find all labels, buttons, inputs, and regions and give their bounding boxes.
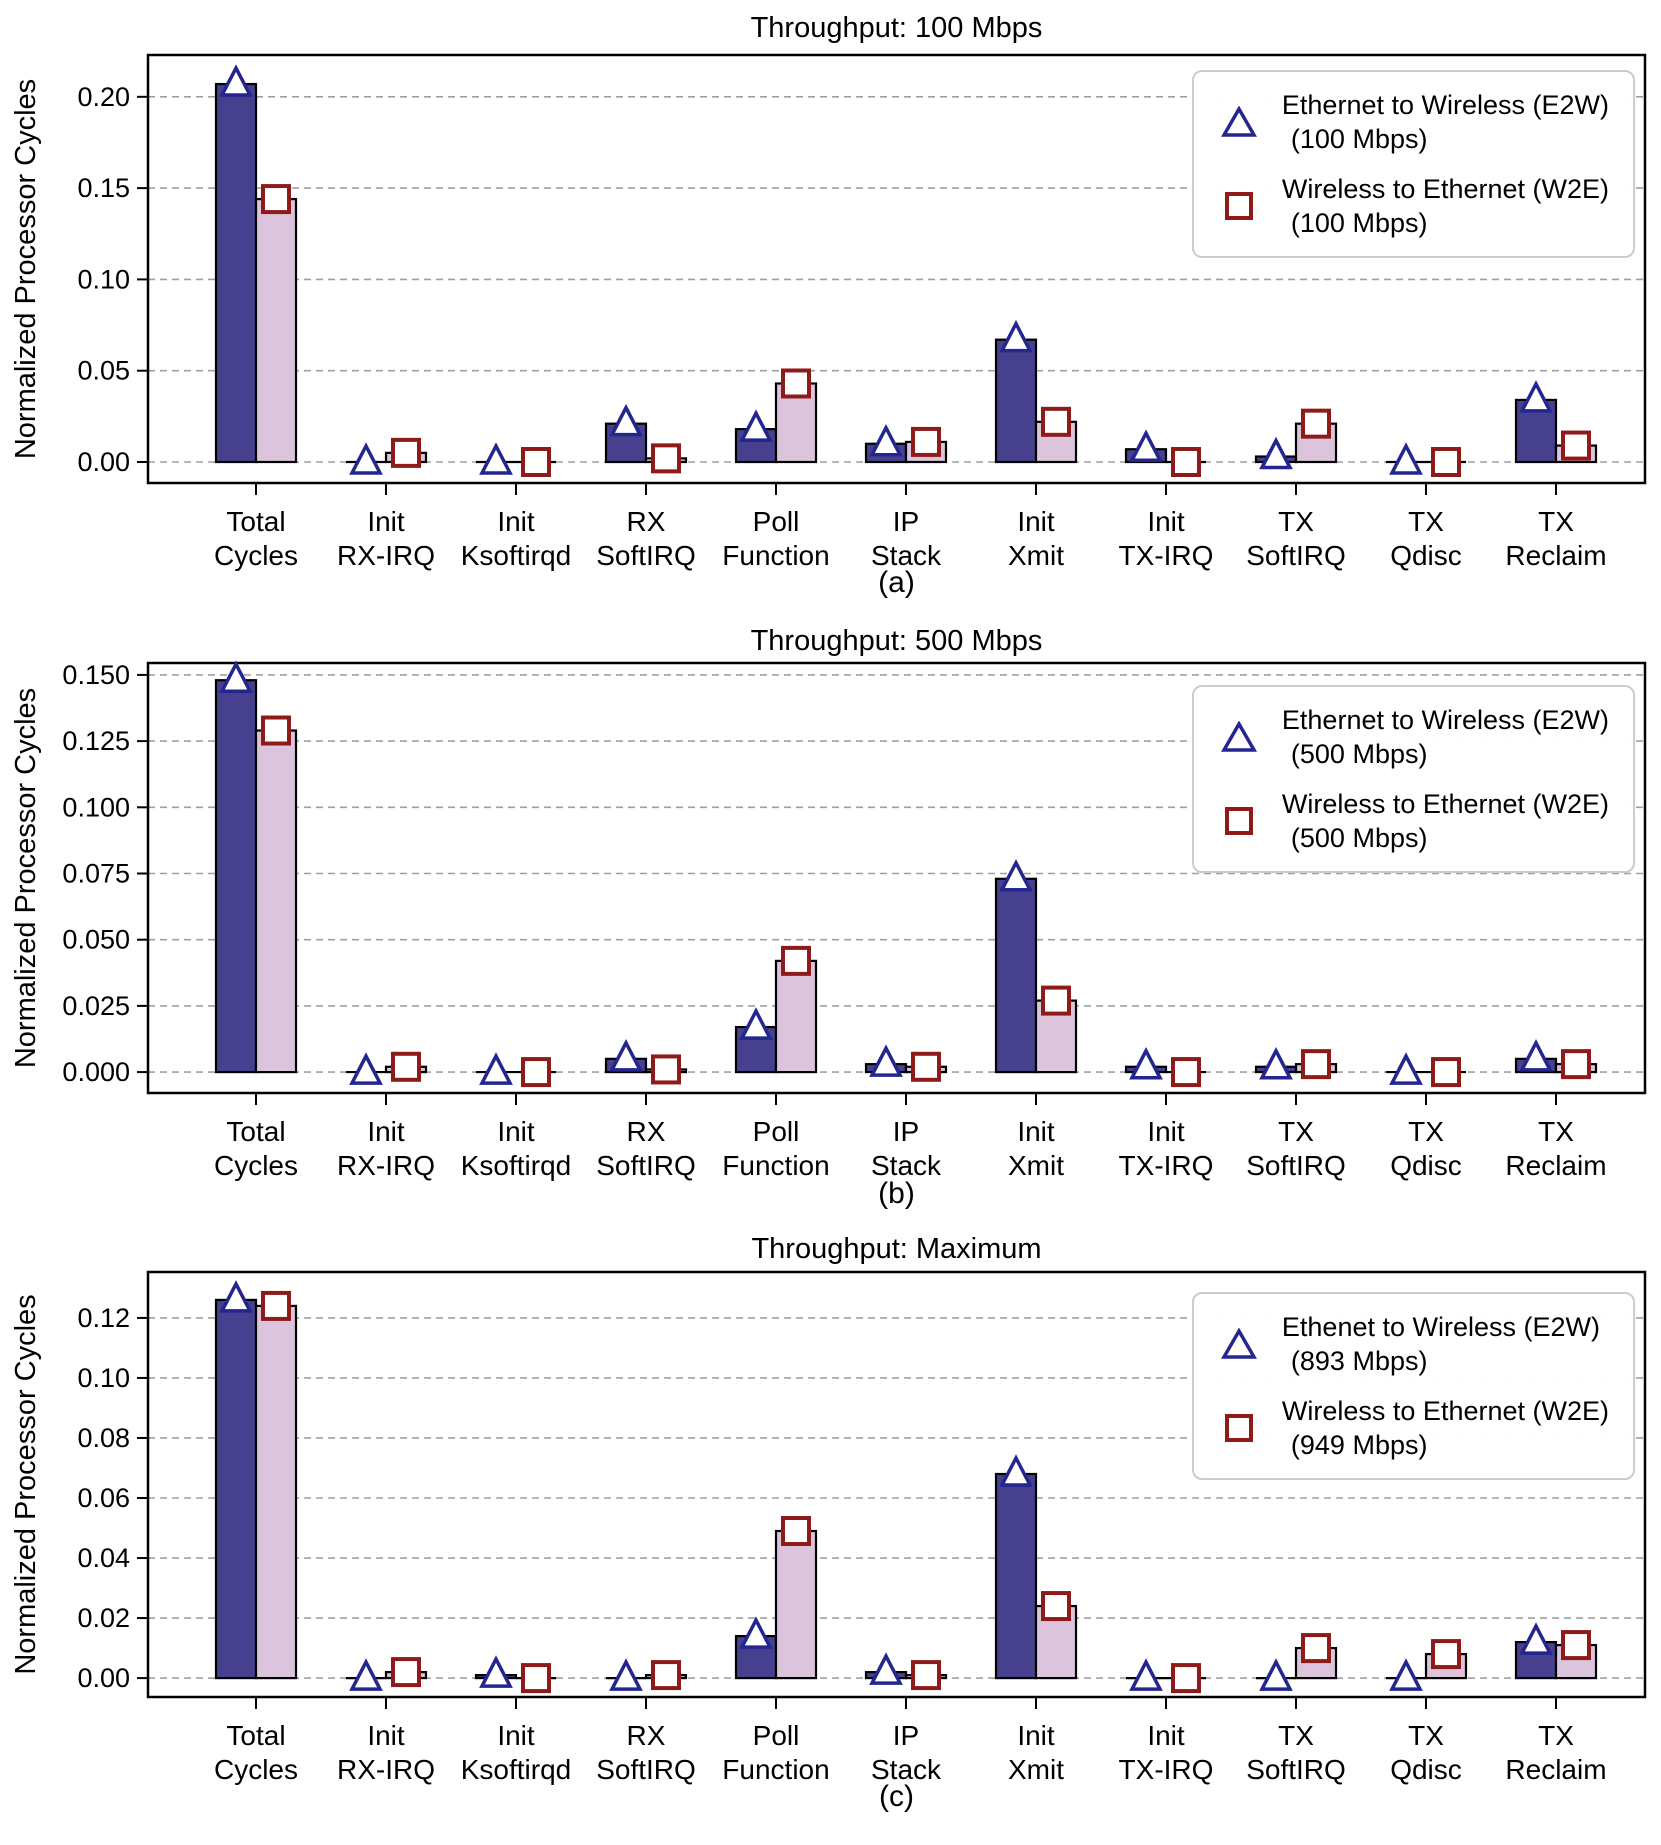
x-tick-label: IP (892, 1720, 920, 1751)
legend-label-line1: Ethernet to Wireless (E2W) (1281, 90, 1609, 120)
y-tick-label: 0.15 (77, 173, 130, 204)
x-tick-label: Init (1017, 506, 1055, 537)
triangle-marker (612, 408, 640, 435)
triangle-marker (1262, 441, 1290, 468)
y-axis-label: Normalized Processor Cycles (10, 78, 42, 460)
x-tick-label: SoftIRQ (1246, 540, 1346, 571)
legend-item-w2e (1208, 1394, 1609, 1462)
x-tick-label: TX (1408, 1720, 1444, 1751)
y-tick-label: 0.10 (77, 1362, 130, 1393)
y-tick-label: 0.04 (77, 1543, 130, 1574)
chart-panel-b (0, 605, 1661, 1230)
triangle-marker (872, 428, 900, 455)
legend-label-line2: (500 Mbps) (1290, 739, 1428, 769)
square-marker (523, 1665, 549, 1691)
triangle-marker (352, 446, 380, 473)
x-tick-label: Cycles (213, 1754, 299, 1785)
legend-label-line1: Wireless to Ethernet (W2E) (1281, 174, 1609, 204)
square-marker (653, 445, 679, 471)
x-tick-label: Poll (752, 1720, 800, 1751)
square-marker (523, 449, 549, 475)
triangle-marker (612, 1043, 640, 1070)
x-tick-label: TX-IRQ (1118, 540, 1214, 571)
x-tick-label: TX (1278, 1720, 1314, 1751)
chart-title-a: Throughput: 100 Mbps (750, 12, 1043, 44)
y-tick-label: 0.06 (77, 1483, 130, 1514)
x-tick-label: SoftIRQ (1246, 1754, 1346, 1785)
square-marker (653, 1056, 679, 1082)
legend-c (1192, 1292, 1635, 1480)
square-marker (1173, 449, 1199, 475)
triangle-marker (1002, 1458, 1030, 1485)
x-tick-label: RX-IRQ (337, 1754, 435, 1785)
subplot-label-b: (b) (878, 1177, 915, 1210)
triangle-marker (222, 664, 250, 691)
legend-label-line1: Ethenet to Wireless (E2W) (1281, 1312, 1600, 1342)
x-tick-label: Function (722, 540, 830, 571)
x-tick-label: Xmit (1008, 1150, 1064, 1181)
square-marker (1173, 1665, 1199, 1691)
triangle-marker (1522, 1043, 1550, 1070)
square-marker (913, 429, 939, 455)
square-marker (263, 186, 289, 212)
bar-e2w-6 (996, 1474, 1036, 1678)
triangle-marker (612, 1662, 640, 1689)
legend-item-e2w (1208, 88, 1609, 156)
x-tick-label: Init (367, 1720, 405, 1751)
legend-label-w2e (1282, 787, 1609, 855)
x-tick-label: Stack (870, 1150, 942, 1181)
triangle-marker (482, 1056, 510, 1083)
square-marker (783, 370, 809, 396)
triangle-marker-icon (1208, 721, 1270, 753)
x-tick-label: RX-IRQ (337, 1150, 435, 1181)
x-tick-label: Init (367, 506, 405, 537)
subplot-label-c: (c) (879, 1780, 914, 1813)
x-tick-label: TX (1538, 1720, 1574, 1751)
triangle-marker (1132, 433, 1160, 460)
square-marker-icon (1208, 806, 1270, 836)
bar-e2w-0 (216, 680, 256, 1072)
square-marker (1173, 1059, 1199, 1085)
square-marker (1433, 449, 1459, 475)
square-marker (1433, 1059, 1459, 1085)
square-marker (1043, 409, 1069, 435)
chart-panel-a (0, 0, 1661, 605)
triangle-marker (742, 1620, 770, 1647)
x-tick-label: TX (1278, 1116, 1314, 1147)
x-tick-label: Total (226, 506, 286, 537)
triangle-marker (482, 446, 510, 473)
x-tick-label: Total (226, 1720, 286, 1751)
triangle-marker (1262, 1662, 1290, 1689)
y-tick-label: 0.075 (62, 858, 130, 889)
y-axis-label: Normalized Processor Cycles (10, 687, 42, 1069)
legend-label-line2: (100 Mbps) (1290, 124, 1428, 154)
triangle-marker (872, 1656, 900, 1683)
legend-label-e2w (1282, 88, 1609, 156)
x-tick-label: SoftIRQ (596, 540, 696, 571)
legend-label-line2: (500 Mbps) (1290, 823, 1428, 853)
x-tick-label: TX (1278, 506, 1314, 537)
square-marker (1433, 1641, 1459, 1667)
legend-label-line1: Wireless to Ethernet (W2E) (1281, 789, 1609, 819)
x-tick-label: SoftIRQ (1246, 1150, 1346, 1181)
x-tick-label: Xmit (1008, 1754, 1064, 1785)
square-marker (1303, 1635, 1329, 1661)
triangle-marker (1392, 446, 1420, 473)
x-tick-label: Xmit (1008, 540, 1064, 571)
x-tick-label: IP (892, 1116, 920, 1147)
y-tick-label: 0.000 (62, 1057, 130, 1088)
y-tick-label: 0.00 (77, 1663, 130, 1694)
x-tick-label: Stack (870, 540, 942, 571)
x-tick-label: Init (497, 506, 535, 537)
x-tick-label: Poll (752, 1116, 800, 1147)
chart-panel-c (0, 1230, 1661, 1845)
y-tick-label: 0.10 (77, 264, 130, 295)
y-tick-label: 0.02 (77, 1603, 130, 1634)
x-tick-label: Qdisc (1390, 1754, 1462, 1785)
x-tick-label: TX-IRQ (1118, 1754, 1214, 1785)
square-marker (393, 440, 419, 466)
x-tick-label: Init (1017, 1116, 1055, 1147)
legend-b (1192, 685, 1635, 873)
square-marker (653, 1662, 679, 1688)
x-tick-label: RX-IRQ (337, 540, 435, 571)
subplot-label-a: (a) (878, 566, 915, 599)
y-tick-label: 0.100 (62, 792, 130, 823)
x-tick-label: Qdisc (1390, 540, 1462, 571)
legend-item-e2w (1208, 703, 1609, 771)
legend-item-w2e (1208, 172, 1609, 240)
x-tick-label: Ksoftirqd (460, 1754, 572, 1785)
bar-e2w-0 (216, 1300, 256, 1678)
square-marker (1563, 1051, 1589, 1077)
square-marker (783, 1518, 809, 1544)
y-tick-label: 0.00 (77, 447, 130, 478)
y-tick-label: 0.08 (77, 1422, 130, 1453)
square-marker (1043, 988, 1069, 1014)
x-tick-label: TX (1538, 506, 1574, 537)
y-tick-label: 0.025 (62, 990, 130, 1021)
legend-label-line2: (100 Mbps) (1290, 208, 1428, 238)
square-marker-icon (1208, 191, 1270, 221)
y-tick-label: 0.150 (62, 659, 130, 690)
legend-item-w2e (1208, 787, 1609, 855)
y-tick-label: 0.125 (62, 726, 130, 757)
square-marker (523, 1059, 549, 1085)
triangle-marker-icon (1208, 1328, 1270, 1360)
triangle-marker (1392, 1056, 1420, 1083)
triangle-marker (352, 1056, 380, 1083)
square-marker (1563, 1632, 1589, 1658)
triangle-marker (1132, 1051, 1160, 1078)
x-tick-label: Init (497, 1116, 535, 1147)
x-tick-label: Init (497, 1720, 535, 1751)
triangle-marker (1002, 324, 1030, 351)
square-marker (913, 1662, 939, 1688)
triangle-marker (1262, 1051, 1290, 1078)
bar-w2e-0 (256, 1306, 296, 1678)
x-tick-label: Reclaim (1505, 1754, 1607, 1785)
bar-e2w-6 (996, 879, 1036, 1072)
x-tick-label: Init (1147, 1116, 1185, 1147)
bar-w2e-4 (776, 961, 816, 1072)
x-tick-label: Init (1147, 1720, 1185, 1751)
bar-w2e-0 (256, 731, 296, 1073)
legend-label-line1: Ethernet to Wireless (E2W) (1281, 705, 1609, 735)
x-tick-label: Cycles (213, 540, 299, 571)
y-tick-label: 0.12 (77, 1302, 130, 1333)
x-tick-label: RX (626, 506, 666, 537)
chart-title-b: Throughput: 500 Mbps (750, 625, 1043, 657)
x-tick-label: Stack (870, 1754, 942, 1785)
legend-item-e2w (1208, 1310, 1609, 1378)
triangle-marker (1132, 1662, 1160, 1689)
triangle-marker (1392, 1662, 1420, 1689)
x-tick-label: TX (1408, 506, 1444, 537)
x-tick-label: Init (367, 1116, 405, 1147)
square-marker (913, 1054, 939, 1080)
square-marker (393, 1659, 419, 1685)
triangle-marker (1522, 1626, 1550, 1653)
x-tick-label: TX-IRQ (1118, 1150, 1214, 1181)
square-marker (263, 718, 289, 744)
x-tick-label: Ksoftirqd (460, 540, 572, 571)
x-tick-label: Function (722, 1150, 830, 1181)
triangle-marker (872, 1048, 900, 1075)
triangle-marker (1522, 384, 1550, 411)
triangle-marker-icon (1208, 106, 1270, 138)
legend-a (1192, 70, 1635, 258)
x-tick-label: RX (626, 1116, 666, 1147)
square-marker (393, 1054, 419, 1080)
legend-label-line2: (949 Mbps) (1290, 1430, 1428, 1460)
x-tick-label: IP (892, 506, 920, 537)
x-tick-label: Function (722, 1754, 830, 1785)
x-tick-label: Init (1147, 506, 1185, 537)
y-tick-label: 0.20 (77, 81, 130, 112)
bar-w2e-0 (256, 199, 296, 462)
square-marker (1563, 433, 1589, 459)
x-tick-label: SoftIRQ (596, 1150, 696, 1181)
x-tick-label: Init (1017, 1720, 1055, 1751)
x-tick-label: TX (1408, 1116, 1444, 1147)
chart-title-c: Throughput: Maximum (751, 1233, 1042, 1265)
square-marker (1303, 1051, 1329, 1077)
x-tick-label: Cycles (213, 1150, 299, 1181)
triangle-marker (742, 1011, 770, 1038)
x-tick-label: Qdisc (1390, 1150, 1462, 1181)
triangle-marker (482, 1659, 510, 1686)
x-tick-label: Poll (752, 506, 800, 537)
x-tick-label: Reclaim (1505, 1150, 1607, 1181)
square-marker-icon (1208, 1413, 1270, 1443)
square-marker (1303, 411, 1329, 437)
triangle-marker (742, 413, 770, 440)
x-tick-label: Ksoftirqd (460, 1150, 572, 1181)
triangle-marker (222, 1284, 250, 1311)
triangle-marker (222, 68, 250, 95)
legend-label-w2e (1282, 172, 1609, 240)
legend-label-e2w (1282, 703, 1609, 771)
x-tick-label: Total (226, 1116, 286, 1147)
square-marker (1043, 1593, 1069, 1619)
bar-w2e-4 (776, 1531, 816, 1678)
bar-e2w-0 (216, 84, 256, 462)
triangle-marker (1002, 863, 1030, 890)
legend-label-w2e (1282, 1394, 1609, 1462)
x-tick-label: RX (626, 1720, 666, 1751)
bar-e2w-6 (996, 340, 1036, 462)
square-marker (263, 1293, 289, 1319)
y-axis-label: Normalized Processor Cycles (10, 1294, 42, 1675)
x-tick-label: TX (1538, 1116, 1574, 1147)
legend-label-line2: (893 Mbps) (1290, 1346, 1428, 1376)
x-tick-label: SoftIRQ (596, 1754, 696, 1785)
x-tick-label: Reclaim (1505, 540, 1607, 571)
y-tick-label: 0.050 (62, 924, 130, 955)
y-tick-label: 0.05 (77, 355, 130, 386)
legend-label-line1: Wireless to Ethernet (W2E) (1281, 1396, 1609, 1426)
square-marker (783, 948, 809, 974)
legend-label-e2w (1282, 1310, 1600, 1378)
triangle-marker (352, 1662, 380, 1689)
